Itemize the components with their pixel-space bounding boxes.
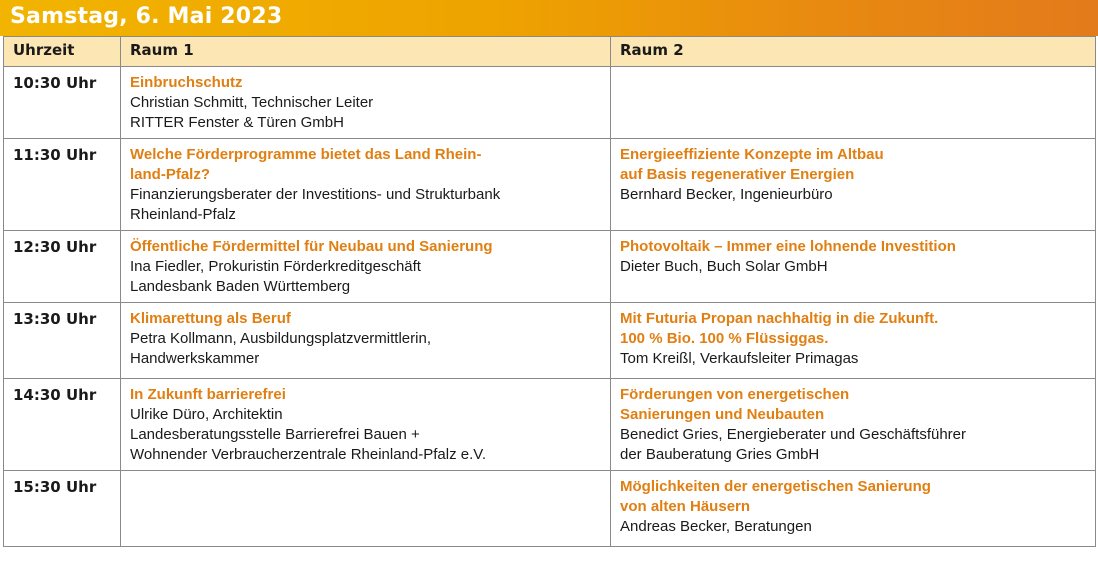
session-speaker-line: Finanzierungsberater der Investitions- und Strukturbank xyxy=(130,186,501,203)
table-row xyxy=(4,139,1096,231)
session-cell-room-2 xyxy=(611,379,1096,471)
column-header-room-2: Raum 2 xyxy=(611,37,1096,67)
session-cell-room-1 xyxy=(121,379,611,471)
table-header-row xyxy=(4,37,1096,67)
session-title: auf Basis regenerativer Energien xyxy=(620,166,855,183)
session-title: 100 % Bio. 100 % Flüssiggas. xyxy=(620,330,829,347)
session-title: land-Pfalz? xyxy=(130,166,211,183)
table-row xyxy=(4,67,1096,139)
session-cell-room-2 xyxy=(611,139,1096,231)
session-title: Sanierungen und Neubauten xyxy=(620,406,825,423)
time-cell: 14:30 Uhr xyxy=(4,379,121,471)
session-title: Welche Förderprogramme bietet das Land Rhein- xyxy=(130,146,482,163)
table-row xyxy=(4,231,1096,303)
session-title: Photovoltaik – Immer eine lohnende Investition xyxy=(620,238,956,255)
time-cell: 10:30 Uhr xyxy=(4,67,121,139)
session-cell-room-2 xyxy=(611,67,1096,139)
session-speaker-line: Landesberatungsstelle Barrierefrei Bauen + xyxy=(130,426,420,443)
session-speaker-line: Benedict Gries, Energieberater und Geschäftsführer xyxy=(620,426,967,443)
session-title: Öffentliche Fördermittel für Neubau und Sanierung xyxy=(130,238,493,255)
session-title: Einbruchschutz xyxy=(130,74,243,91)
session-cell-room-2 xyxy=(611,231,1096,303)
session-speaker-line: Ina Fiedler, Prokuristin Förderkreditgeschäft xyxy=(130,258,421,275)
table-row xyxy=(4,303,1096,379)
session-speaker-line: Wohnender Verbraucherzentrale Rheinland-Pfalz e.V. xyxy=(130,446,487,463)
page-title: Samstag, 6. Mai 2023 xyxy=(10,4,283,29)
time-cell: 15:30 Uhr xyxy=(4,471,121,547)
session-speaker-line: Christian Schmitt, Technischer Leiter xyxy=(130,94,374,111)
session-title: Möglichkeiten der energetischen Sanierung xyxy=(620,478,931,495)
session-speaker-line: Andreas Becker, Beratungen xyxy=(620,518,812,535)
session-speaker-line: Ulrike Düro, Architektin xyxy=(130,406,283,423)
session-title: In Zukunft barrierefrei xyxy=(130,386,286,403)
time-cell: 12:30 Uhr xyxy=(4,231,121,303)
session-title: Förderungen von energetischen xyxy=(620,386,850,403)
session-cell-room-1 xyxy=(121,67,611,139)
time-cell: 11:30 Uhr xyxy=(4,139,121,231)
date-banner xyxy=(0,0,1098,36)
session-cell-room-1 xyxy=(121,471,611,547)
column-header-time: Uhrzeit xyxy=(4,37,121,67)
table-row xyxy=(4,471,1096,547)
session-speaker-line: Tom Kreißl, Verkaufsleiter Primagas xyxy=(620,350,859,367)
column-header-room-1: Raum 1 xyxy=(121,37,611,67)
session-speaker-line: Landesbank Baden Württemberg xyxy=(130,278,351,295)
session-title: Klimarettung als Beruf xyxy=(130,310,291,327)
session-speaker-line: Bernhard Becker, Ingenieurbüro xyxy=(620,186,833,203)
session-speaker-line: Dieter Buch, Buch Solar GmbH xyxy=(620,258,828,275)
schedule-table xyxy=(3,36,1096,547)
session-speaker-line: Rheinland-Pfalz xyxy=(130,206,236,223)
session-speaker-line: RITTER Fenster & Türen GmbH xyxy=(130,114,344,131)
schedule-body xyxy=(4,67,1096,547)
session-speaker-line: Handwerkskammer xyxy=(130,350,260,367)
session-speaker-line: der Bauberatung Gries GmbH xyxy=(620,446,820,463)
session-title: Energieeffiziente Konzepte im Altbau xyxy=(620,146,884,163)
session-title: Mit Futuria Propan nachhaltig in die Zukunft. xyxy=(620,310,939,327)
table-row xyxy=(4,379,1096,471)
session-cell-room-1 xyxy=(121,231,611,303)
time-cell: 13:30 Uhr xyxy=(4,303,121,379)
session-cell-room-1 xyxy=(121,139,611,231)
session-cell-room-2 xyxy=(611,471,1096,547)
session-speaker-line: Petra Kollmann, Ausbildungsplatzvermittlerin, xyxy=(130,330,431,347)
session-title: von alten Häusern xyxy=(620,498,751,515)
session-cell-room-1 xyxy=(121,303,611,379)
session-cell-room-2 xyxy=(611,303,1096,379)
